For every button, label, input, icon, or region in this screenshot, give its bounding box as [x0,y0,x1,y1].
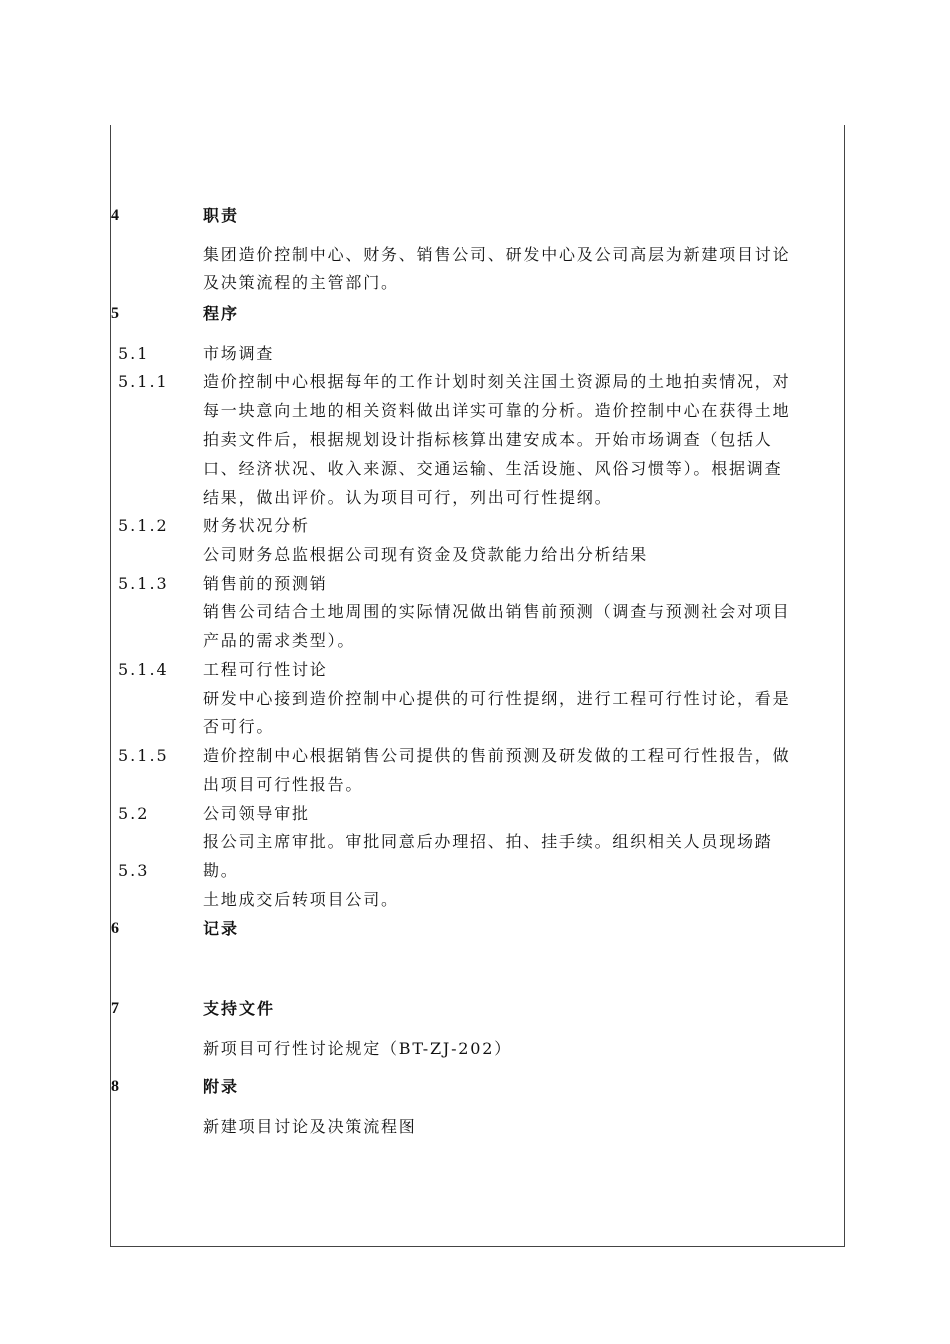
subsection-number: 5.1.5 [118,746,169,765]
body-line: 产品的需求类型）。 [203,631,356,650]
subsection-title: 公司领导审批 [203,804,310,823]
body-line: 出项目可行性报告。 [203,775,364,794]
subsection-number: 5.1.3 [118,574,169,593]
subsection-number: 5.1 [118,344,150,363]
body-line: 及决策流程的主管部门。 [203,273,399,292]
body-line: 结果，做出评价。认为项目可行，列出可行性提纲。 [203,488,613,507]
section-heading: 记录 [203,919,240,938]
body-line: 集团造价控制中心、财务、销售公司、研发中心及公司高层为新建项目讨论 [203,245,791,264]
subsection-title: 销售前的预测销 [203,574,328,593]
body-line: 拍卖文件后，根据规划设计指标核算出建安成本。开始市场调查（包括人 [203,430,773,449]
body-line: 销售公司结合土地周围的实际情况做出销售前预测（调查与预测社会对项目 [203,602,791,621]
subsection-number: 5.1.1 [118,372,169,391]
subsection-title: 财务状况分析 [203,516,310,535]
section-heading: 支持文件 [203,999,276,1018]
section-number: 5 [111,305,120,322]
section-number: 4 [111,207,120,224]
subsection-number: 5.1.4 [118,660,169,679]
body-line: 造价控制中心根据销售公司提供的售前预测及研发做的工程可行性报告，做 [203,746,791,765]
body-line: 否可行。 [203,717,275,736]
subsection-number: 5.3 [118,861,150,880]
body-line: 造价控制中心根据每年的工作计划时刻关注国土资源局的土地拍卖情况，对 [203,372,791,391]
subsection-number: 5.2 [118,804,150,823]
body-line: 每一块意向土地的相关资料做出详实可靠的分析。造价控制中心在获得土地 [203,401,791,420]
section-number: 7 [111,1000,120,1017]
subsection-number: 5.1.2 [118,516,169,535]
section-number: 6 [111,920,120,937]
body-line: 研发中心接到造价控制中心提供的可行性提纲，进行工程可行性讨论，看是 [203,689,791,708]
body-line: 新建项目讨论及决策流程图 [203,1117,417,1136]
body-line: 公司财务总监根据公司现有资金及贷款能力给出分析结果 [203,545,649,564]
section-number: 8 [111,1078,120,1095]
subsection-title: 工程可行性讨论 [203,660,328,679]
subsection-title: 市场调查 [203,344,275,363]
section-heading: 职责 [203,206,240,225]
body-line: 土地成交后转项目公司。 [203,890,399,909]
body-line: 新项目可行性讨论规定（BT-ZJ-202） [203,1039,513,1058]
body-line: 口、经济状况、收入来源、交通运输、生活设施、风俗习惯等）。根据调查 [203,459,783,478]
body-line: 勘。 [203,861,239,880]
section-heading: 程序 [203,304,240,323]
body-line: 报公司主席审批。审批同意后办理招、拍、挂手续。组织相关人员现场踏 [203,832,773,851]
section-heading: 附录 [203,1077,240,1096]
